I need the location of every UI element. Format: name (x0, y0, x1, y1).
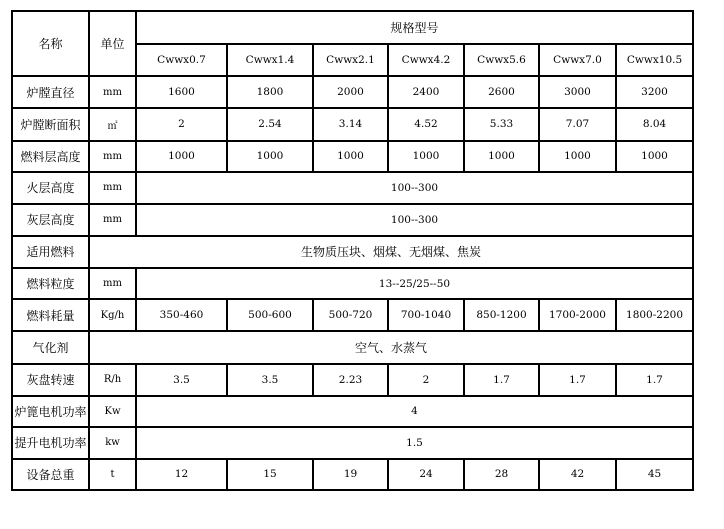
merged-value-cell: 空气、水蒸气 (89, 331, 693, 364)
value-cell: 24 (388, 459, 464, 490)
value-cell: 2400 (388, 76, 464, 108)
value-cell: 1000 (136, 141, 227, 172)
merged-value-cell: 4 (136, 396, 693, 427)
value-cell: 2.54 (227, 108, 313, 140)
table-row (12, 268, 693, 299)
row-label: 火层高度 (12, 172, 89, 204)
value-cell: 2 (388, 364, 464, 395)
merged-value-cell: 100--300 (136, 172, 693, 204)
table-row (12, 396, 693, 427)
value-cell: 1000 (313, 141, 388, 172)
value-cell: 3000 (539, 76, 616, 108)
value-cell: 7.07 (539, 108, 616, 140)
value-cell: 28 (464, 459, 539, 490)
row-unit: mm (89, 268, 136, 299)
model-header-cell: Cwwx10.5 (616, 44, 693, 76)
row-unit: kw (89, 427, 136, 459)
row-label: 提升电机功率 (12, 427, 89, 459)
row-unit: ㎡ (89, 108, 136, 140)
table-row (12, 299, 693, 331)
table-row (12, 331, 693, 364)
value-cell: 500-600 (227, 299, 313, 331)
row-label: 燃料粒度 (12, 268, 89, 299)
row-label: 炉膛直径 (12, 76, 89, 108)
value-cell: 42 (539, 459, 616, 490)
value-cell: 1000 (227, 141, 313, 172)
value-cell: 3.5 (227, 364, 313, 395)
table-row (12, 427, 693, 459)
spec-table (11, 10, 694, 491)
model-header-cell: Cwwx5.6 (464, 44, 539, 76)
value-cell: 4.52 (388, 108, 464, 140)
value-cell: 15 (227, 459, 313, 490)
value-cell: 8.04 (616, 108, 693, 140)
row-label: 燃料耗量 (12, 299, 89, 331)
value-cell: 3.5 (136, 364, 227, 395)
value-cell: 2600 (464, 76, 539, 108)
merged-value-cell: 1.5 (136, 427, 693, 459)
value-cell: 850-1200 (464, 299, 539, 331)
row-unit: Kw (89, 396, 136, 427)
header-spec-cell: 规格型号 (136, 11, 693, 44)
row-unit: Kg/h (89, 299, 136, 331)
model-header-cell: Cwwx1.4 (227, 44, 313, 76)
table-row (12, 141, 693, 172)
table-row (12, 76, 693, 108)
value-cell: 12 (136, 459, 227, 490)
model-header-cell: Cwwx0.7 (136, 44, 227, 76)
table-row (12, 236, 693, 268)
header-unit-cell: 单位 (89, 11, 136, 76)
table-row (12, 108, 693, 140)
value-cell: 1000 (539, 141, 616, 172)
value-cell: 3.14 (313, 108, 388, 140)
table-row (12, 172, 693, 204)
model-header-cell: Cwwx2.1 (313, 44, 388, 76)
value-cell: 1800 (227, 76, 313, 108)
value-cell: 500-720 (313, 299, 388, 331)
row-label: 炉膛断面积 (12, 108, 89, 140)
value-cell: 700-1040 (388, 299, 464, 331)
merged-value-cell: 100--300 (136, 204, 693, 236)
value-cell: 1.7 (616, 364, 693, 395)
value-cell: 3200 (616, 76, 693, 108)
row-unit: mm (89, 204, 136, 236)
value-cell: 1000 (464, 141, 539, 172)
row-label: 灰层高度 (12, 204, 89, 236)
row-label: 气化剂 (12, 331, 89, 364)
row-unit: R/h (89, 364, 136, 395)
value-cell: 350-460 (136, 299, 227, 331)
value-cell: 5.33 (464, 108, 539, 140)
value-cell: 19 (313, 459, 388, 490)
model-header-cell: Cwwx4.2 (388, 44, 464, 76)
row-label: 灰盘转速 (12, 364, 89, 395)
header-row-top (12, 11, 693, 44)
merged-value-cell: 生物质压块、烟煤、无烟煤、焦炭 (89, 236, 693, 268)
table-row (12, 459, 693, 490)
model-header-cell: Cwwx7.0 (539, 44, 616, 76)
value-cell: 2000 (313, 76, 388, 108)
row-label: 设备总重 (12, 459, 89, 490)
value-cell: 1000 (616, 141, 693, 172)
row-label: 炉篦电机功率 (12, 396, 89, 427)
row-label: 适用燃料 (12, 236, 89, 268)
table-row (12, 364, 693, 395)
row-unit: mm (89, 76, 136, 108)
merged-value-cell: 13--25/25--50 (136, 268, 693, 299)
value-cell: 1000 (388, 141, 464, 172)
row-unit: mm (89, 141, 136, 172)
value-cell: 45 (616, 459, 693, 490)
header-name-cell: 名称 (12, 11, 89, 76)
value-cell: 1.7 (464, 364, 539, 395)
row-unit: mm (89, 172, 136, 204)
row-unit: t (89, 459, 136, 490)
value-cell: 2.23 (313, 364, 388, 395)
row-label: 燃料层高度 (12, 141, 89, 172)
value-cell: 1800-2200 (616, 299, 693, 331)
table-row (12, 204, 693, 236)
value-cell: 1700-2000 (539, 299, 616, 331)
value-cell: 1.7 (539, 364, 616, 395)
value-cell: 2 (136, 108, 227, 140)
value-cell: 1600 (136, 76, 227, 108)
